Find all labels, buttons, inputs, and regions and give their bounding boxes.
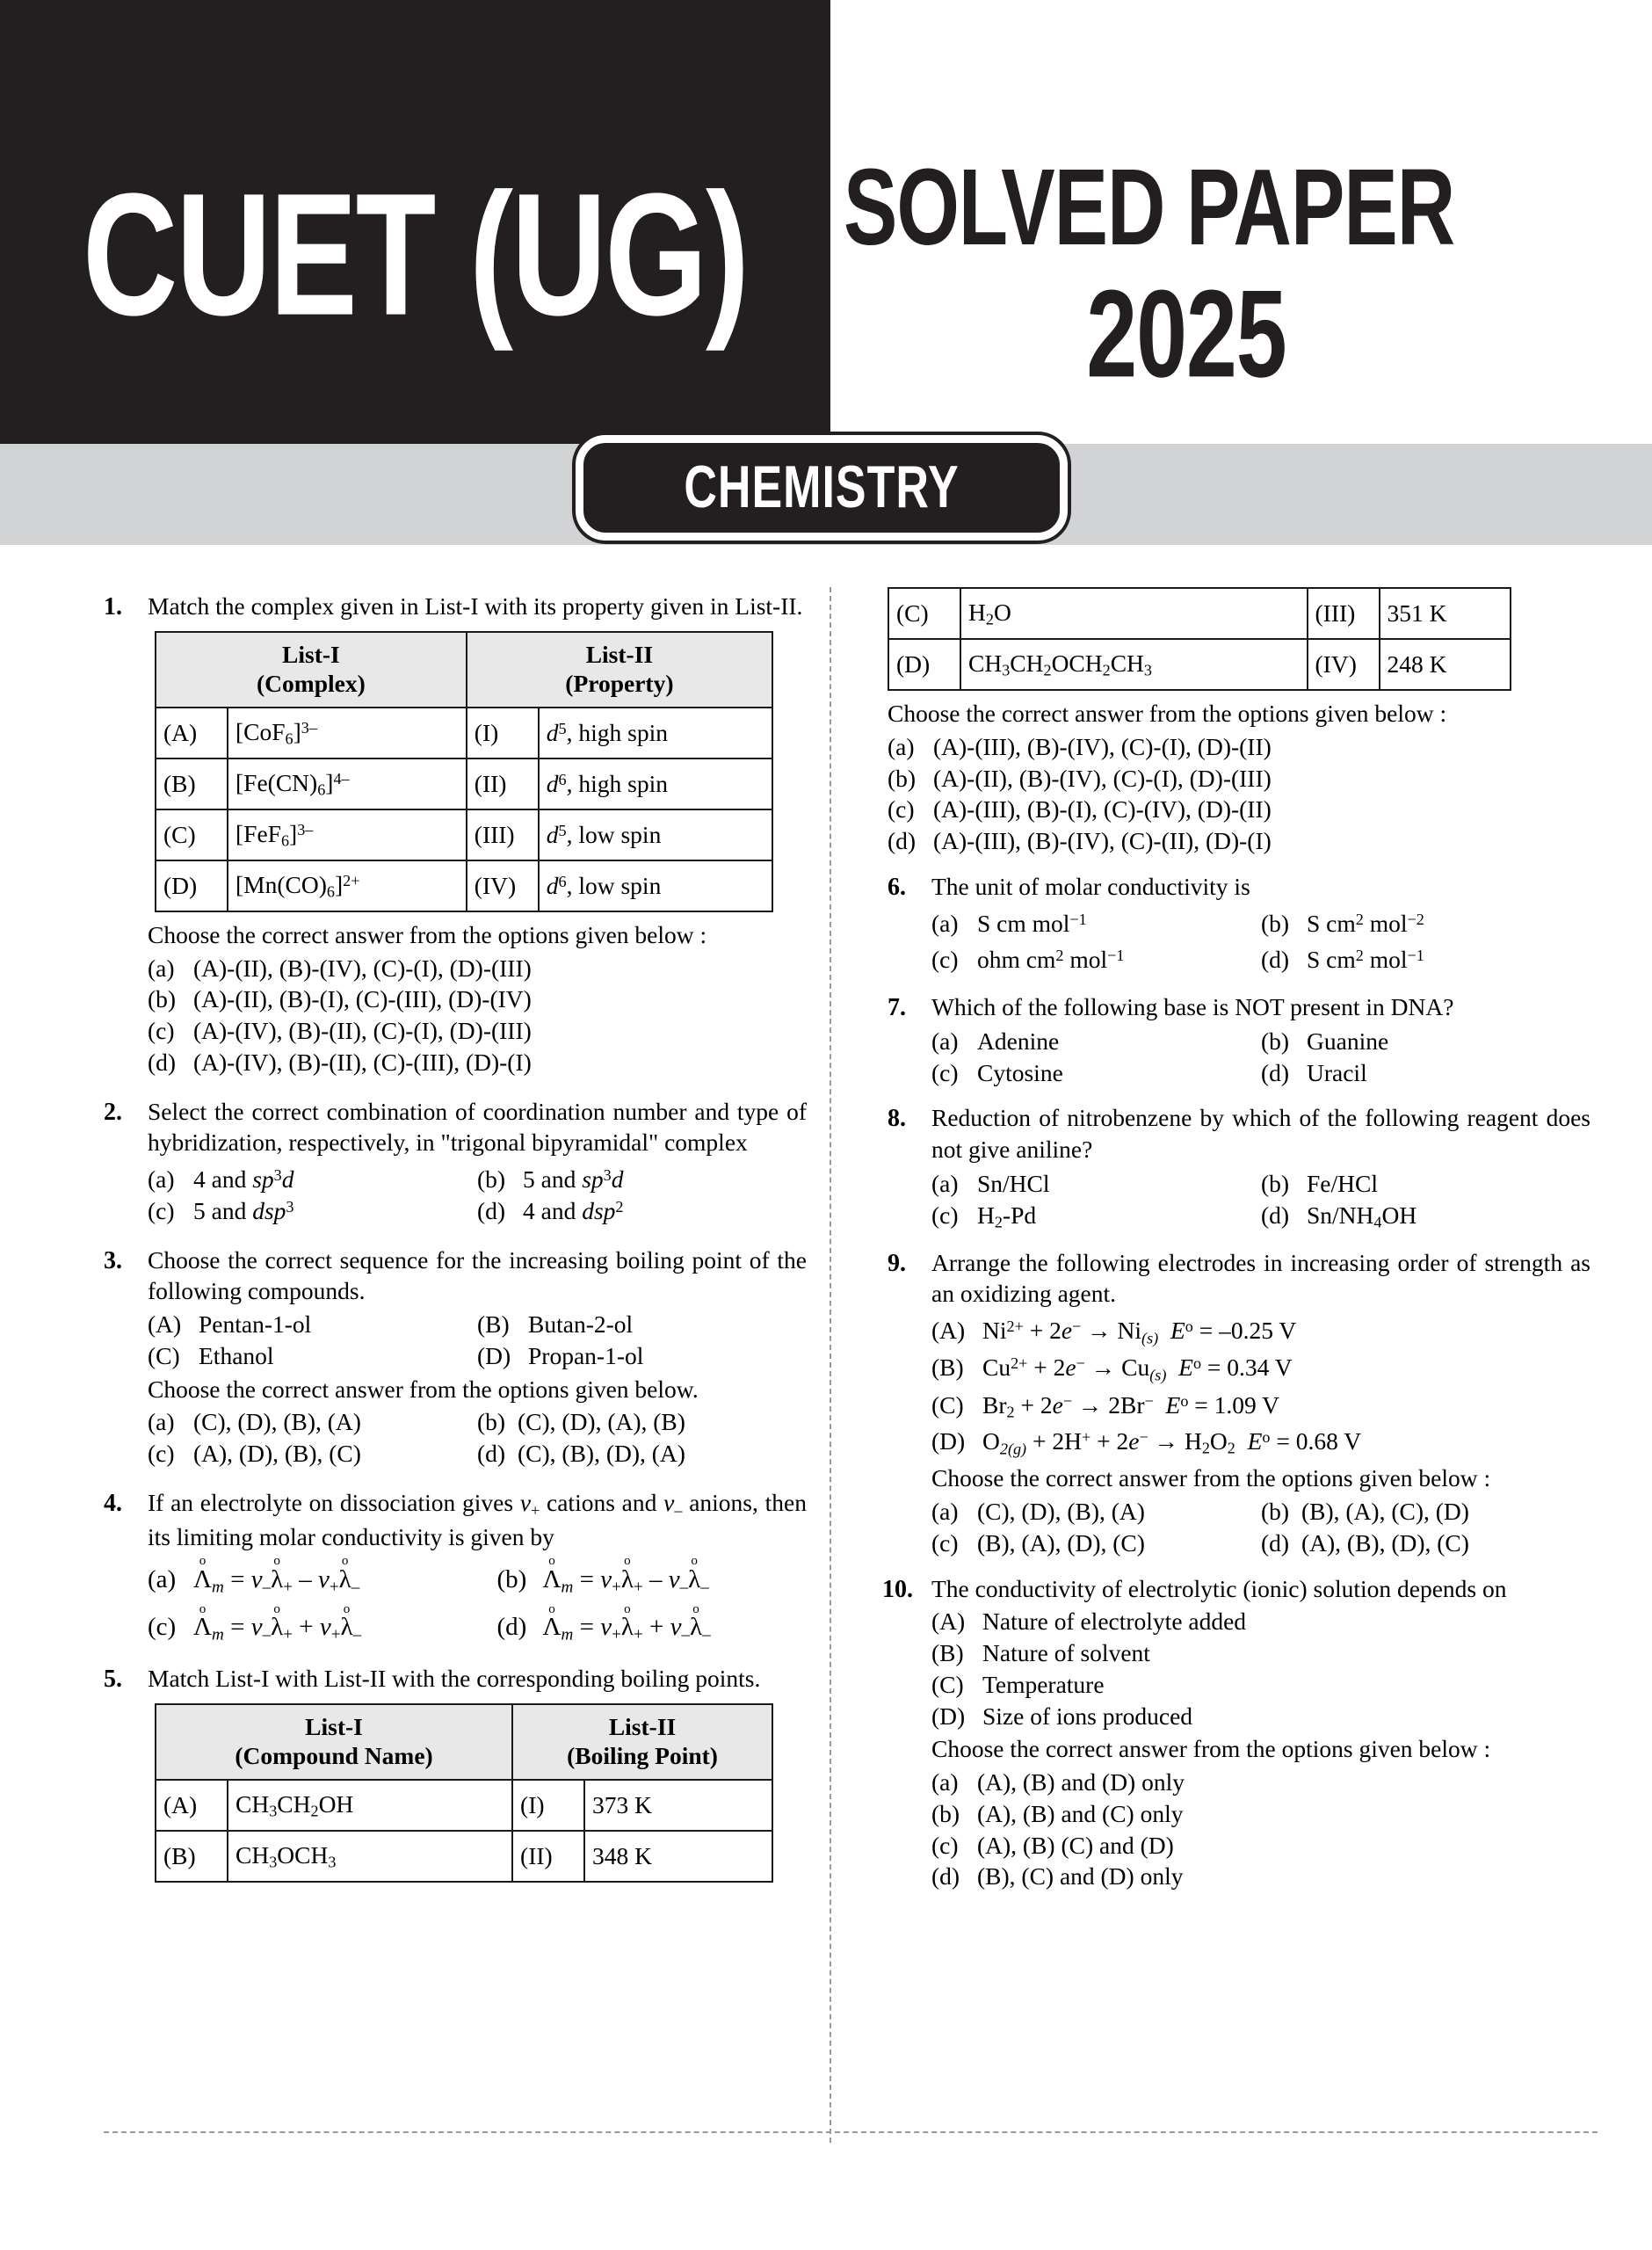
option[interactable] <box>888 825 1590 857</box>
option-label: (c) <box>931 1528 959 1557</box>
table-head-list-ii <box>512 1704 772 1780</box>
statements-q10 <box>931 1606 1590 1731</box>
statement-label: (A) <box>148 1310 182 1339</box>
option-text: (C), (D), (A), (B) <box>518 1408 685 1436</box>
option-label: (c) <box>148 1613 177 1642</box>
statement-label: (A) <box>931 1317 966 1345</box>
statement-label: (C) <box>931 1390 964 1419</box>
row-value-left: $H_2O$ <box>960 588 1308 639</box>
match-table-q1 <box>155 631 773 912</box>
options-q4 <box>148 1554 807 1647</box>
option[interactable] <box>496 1601 808 1647</box>
row-key-right: (I) <box>467 708 539 758</box>
statement <box>931 1388 1590 1424</box>
option-label: (a) <box>931 1027 959 1055</box>
statements-q3 <box>148 1309 807 1372</box>
row-value-right: 351 K <box>1380 588 1511 639</box>
table-row <box>156 1831 772 1882</box>
option[interactable] <box>148 1015 807 1047</box>
question-text: Select the correct combination of coordination number and type of hybridization, respectively, in "trigonal bipyramidal" complex <box>148 1097 807 1157</box>
option-text: (A)-(II), (B)-(I), (C)-(III), (D)-(IV) <box>193 985 532 1013</box>
option[interactable] <box>931 1057 1261 1089</box>
option-label: (a) <box>931 1498 959 1526</box>
row-value-right: $d^5$, low spin <box>539 809 772 860</box>
statement <box>931 1313 1590 1350</box>
option[interactable] <box>148 1195 477 1227</box>
option-label: (d) <box>1261 1528 1290 1557</box>
row-key-left: (A) <box>156 1780 228 1831</box>
statement-label: (B) <box>477 1310 510 1339</box>
row-key-right: (IV) <box>1308 639 1380 690</box>
option-label: (d) <box>1261 1201 1290 1229</box>
row-key-left: (A) <box>156 708 228 758</box>
option-text: (A)-(III), (B)-(IV), (C)-(II), (D)-(I) <box>933 827 1272 854</box>
option-text: $Sn/NH_4OH$ <box>1307 1201 1417 1231</box>
option-label: (d) <box>148 1048 177 1076</box>
statement <box>931 1424 1590 1461</box>
row-key-left: (B) <box>156 758 228 809</box>
option-text: ohm $cm^2$ mol$^{-1}$ <box>977 945 1125 973</box>
options-q2 <box>148 1164 807 1227</box>
statement-text: Butan-2-ol <box>528 1310 634 1339</box>
question-8 <box>888 1102 1590 1232</box>
row-value-right: $d^5$, high spin <box>539 708 772 758</box>
row-value-right: 348 K <box>584 1831 772 1882</box>
statement-label: (C) <box>931 1670 964 1698</box>
question-number: 7. <box>888 994 906 1021</box>
option-text: (A), (B) and (C) only <box>977 1799 1184 1827</box>
row-key-right: (III) <box>467 809 539 860</box>
option-text: (A)-(II), (B)-(IV), (C)-(I), (D)-(III) <box>193 954 532 982</box>
option-label: (c) <box>888 795 915 824</box>
head-line-2: (Property) <box>565 670 674 698</box>
table-row <box>156 860 772 911</box>
option-label: (b) <box>496 1564 527 1593</box>
question-text: Arrange the following electrodes in increasing order of strength as an oxidizing agent. <box>931 1248 1590 1308</box>
solved-paper-label: SOLVED PAPER <box>844 148 1455 268</box>
head-line-1: List-II <box>608 1712 677 1740</box>
options-q3 <box>148 1406 807 1470</box>
option[interactable] <box>477 1438 807 1470</box>
option[interactable] <box>931 1168 1261 1200</box>
subject-badge <box>576 435 1068 541</box>
question-text: The unit of molar conductivity is <box>931 872 1250 900</box>
row-key-left: (B) <box>156 1831 228 1882</box>
option-label: (b) <box>1261 909 1290 937</box>
option[interactable] <box>1261 1057 1590 1089</box>
option-text: (A)-(II), (B)-(IV), (C)-(I), (D)-(III) <box>933 764 1272 792</box>
option[interactable] <box>477 1164 807 1195</box>
question-text: Choose the correct sequence for the increasing boiling point of the following compounds. <box>148 1245 807 1305</box>
options-q6 <box>931 905 1590 978</box>
table-row <box>888 639 1511 690</box>
question-text: Which of the following base is NOT present in DNA? <box>931 993 1454 1020</box>
option-text: (B), (A), (C), (D) <box>1301 1498 1469 1526</box>
option[interactable] <box>1261 1528 1590 1559</box>
option-label: (c) <box>931 1831 959 1859</box>
table-head-list-ii <box>467 632 772 708</box>
option[interactable] <box>931 1026 1261 1057</box>
question-number: 2. <box>104 1098 122 1126</box>
option-label: (d) <box>931 1862 960 1891</box>
exam-title: CUET (UG) <box>83 156 748 352</box>
option-label: (c) <box>931 1058 959 1086</box>
statement <box>931 1606 1590 1637</box>
option[interactable] <box>931 1528 1261 1559</box>
option-label: (d) <box>1261 1058 1290 1086</box>
question-4 <box>104 1487 807 1647</box>
head-line-1: List-I <box>282 640 340 668</box>
option[interactable] <box>148 1438 477 1470</box>
question-number: 6. <box>888 873 906 901</box>
page-header <box>0 0 1652 444</box>
choose-lead: Choose the correct answer from the options given below. <box>148 1375 699 1403</box>
choose-lead: Choose the correct answer from the options given below : <box>148 920 707 948</box>
option-label: (b) <box>888 764 917 792</box>
question-1 <box>104 591 807 1078</box>
statement-text: $Br_2 + 2e^- \to 2Br^-$ $E^o = 1.09$ V <box>982 1390 1280 1421</box>
option-text: (C), (D), (B), (A) <box>977 1498 1145 1526</box>
statement <box>931 1701 1590 1732</box>
page-break-rule <box>104 2131 1598 2133</box>
head-line-1: List-II <box>585 640 654 668</box>
option-label: (a) <box>148 1408 175 1436</box>
option[interactable] <box>148 953 807 984</box>
right-column <box>882 591 1590 1905</box>
choose-lead: Choose the correct answer from the options given below : <box>888 700 1447 727</box>
option-label: (a) <box>148 1564 177 1593</box>
row-value-left: $CH_3OCH_3$ <box>228 1831 512 1882</box>
question-5 <box>104 1663 807 1890</box>
option[interactable] <box>477 1406 807 1438</box>
statement-label: (C) <box>148 1341 180 1369</box>
option[interactable] <box>931 1767 1590 1798</box>
statement-label: (B) <box>931 1639 964 1667</box>
question-7 <box>888 991 1590 1088</box>
option-label: (d) <box>477 1196 506 1224</box>
option-text: o Λm = v+ o λ+ + v– o λ– <box>542 1601 711 1644</box>
statement-text: Ethanol <box>199 1341 274 1369</box>
statement-text: Nature of solvent <box>982 1639 1150 1667</box>
option-label: (c) <box>148 1440 175 1468</box>
question-9 <box>888 1247 1590 1559</box>
option-label: (a) <box>148 1165 175 1194</box>
question-6 <box>888 871 1590 977</box>
subject-badge-label: CHEMISTRY <box>684 454 960 521</box>
option-text: (B), (A), (D), (C) <box>977 1528 1145 1557</box>
row-value-left: $[Fe(CN)_6]^{4-}$ <box>228 758 467 809</box>
option-label: (d) <box>1261 945 1290 973</box>
option-label: (a) <box>931 1169 959 1197</box>
option-label: (c) <box>931 945 959 973</box>
option-label: (d) <box>477 1440 506 1468</box>
option[interactable] <box>931 905 1261 941</box>
table-row <box>156 809 772 860</box>
option-text: o Λm = v– o λ+ + v+ o λ– <box>193 1601 362 1644</box>
option-text: (C), (D), (B), (A) <box>193 1408 361 1436</box>
head-line-2: (Complex) <box>257 670 366 698</box>
statement <box>148 1309 477 1340</box>
question-number: 1. <box>104 593 122 621</box>
option-text: S $cm^2$ mol$^{-2}$ <box>1307 909 1424 937</box>
row-value-right: 248 K <box>1380 639 1511 690</box>
paper-year: 2025 <box>1086 265 1286 404</box>
option[interactable] <box>1261 1026 1590 1057</box>
option[interactable] <box>148 1406 477 1438</box>
row-value-right: $d^6$, high spin <box>539 758 772 809</box>
option-text: $H_2-Pd$ <box>977 1201 1037 1231</box>
statement-label: (D) <box>931 1702 966 1730</box>
option-label: (c) <box>931 1201 959 1229</box>
question-2 <box>104 1096 807 1227</box>
option-text: (A), (D), (B), (C) <box>193 1440 361 1468</box>
option-text: (A), (B) and (D) only <box>977 1768 1185 1796</box>
option[interactable] <box>931 1200 1261 1233</box>
option-text: 4 and dsp$^2$ <box>523 1196 624 1224</box>
row-value-left: $CH_3CH_2OH$ <box>228 1780 512 1831</box>
option-label: (b) <box>1261 1169 1290 1197</box>
statements-q9 <box>931 1313 1590 1461</box>
statement-text: Temperature <box>982 1670 1105 1698</box>
option-text: Uracil <box>1307 1058 1367 1086</box>
option-label: (a) <box>888 732 915 760</box>
option[interactable] <box>496 1554 808 1600</box>
option-text: (A)-(III), (B)-(I), (C)-(IV), (D)-(II) <box>933 795 1272 824</box>
option-label: (a) <box>931 909 959 937</box>
option[interactable] <box>148 983 807 1015</box>
table-head-list-i <box>156 1704 512 1780</box>
question-text: The conductivity of electrolytic (ionic) solution depends on <box>931 1574 1507 1602</box>
options-q7 <box>931 1026 1590 1089</box>
option[interactable] <box>477 1195 807 1227</box>
option-label: (a) <box>931 1768 959 1796</box>
table-row <box>156 1780 772 1831</box>
option-label: (c) <box>148 1017 175 1045</box>
row-key-right: (II) <box>467 758 539 809</box>
statement <box>931 1669 1590 1701</box>
option[interactable] <box>1261 1168 1590 1200</box>
option-label: (d) <box>888 827 917 854</box>
row-key-right: (III) <box>1308 588 1380 639</box>
option-label: (b) <box>477 1165 506 1194</box>
option-text: Sn/HCl <box>977 1169 1050 1197</box>
row-value-left: $[CoF_6]^{3-}$ <box>228 708 467 758</box>
option-label: (b) <box>477 1408 506 1436</box>
question-number: 5. <box>104 1665 122 1693</box>
table-row <box>156 758 772 809</box>
match-table-q5-continued <box>888 587 1511 691</box>
option-label: (b) <box>1261 1498 1290 1526</box>
statement-text: $Ni^{2+} + 2e^- \to Ni(s) E^o = -0.25$ V <box>982 1317 1297 1347</box>
option[interactable] <box>931 1830 1590 1862</box>
option[interactable] <box>888 794 1590 825</box>
question-number: 9. <box>888 1249 906 1277</box>
statement-label: (A) <box>931 1608 966 1636</box>
option-text: S cm mol$^{-1}$ <box>977 909 1087 937</box>
row-key-left: (C) <box>156 809 228 860</box>
option-text: (A)-(IV), (B)-(II), (C)-(I), (D)-(III) <box>193 1017 532 1045</box>
question-number: 10. <box>882 1575 913 1603</box>
statement-text: $O2(g) + 2H^+ + 2e^- \to H_2O_2$ $E^o = 0.68$ V <box>982 1427 1362 1458</box>
statement-label: (D) <box>931 1427 966 1455</box>
row-value-left: $CH_3CH_2OCH_2CH_3$ <box>960 639 1308 690</box>
option-text: (A), (B) (C) and (D) <box>977 1831 1174 1859</box>
statement <box>148 1340 477 1372</box>
option-text: (B), (C) and (D) only <box>977 1862 1184 1891</box>
statement <box>931 1350 1590 1387</box>
question-number: 8. <box>888 1105 906 1133</box>
option-text: 4 and $sp^3d$ <box>193 1165 294 1194</box>
option-label: (b) <box>148 985 177 1013</box>
question-number: 4. <box>104 1489 122 1517</box>
options-q5 <box>888 731 1590 857</box>
head-line-1: List-I <box>305 1712 363 1740</box>
option-label: (d) <box>496 1613 527 1642</box>
table-head-list-i <box>156 632 467 708</box>
row-key-left: (C) <box>888 588 960 639</box>
choose-lead: Choose the correct answer from the options given below : <box>931 1464 1491 1492</box>
option[interactable] <box>148 1601 497 1647</box>
option[interactable] <box>148 1164 477 1195</box>
options-q10 <box>931 1767 1590 1892</box>
option-label: (b) <box>931 1799 960 1827</box>
option-text: 5 and dsp$^3$ <box>193 1196 294 1224</box>
choose-lead: Choose the correct answer from the options given below : <box>931 1735 1491 1763</box>
statement-text: Pentan-1-ol <box>199 1310 312 1339</box>
option[interactable] <box>888 763 1590 795</box>
question-3 <box>104 1245 807 1470</box>
option-text: (A)-(III), (B)-(IV), (C)-(I), (D)-(II) <box>933 732 1272 760</box>
option-text: o Λm = v– o λ+ – v+ o λ– <box>193 1554 360 1597</box>
option[interactable] <box>931 1496 1261 1528</box>
option[interactable] <box>1261 1200 1590 1233</box>
statement-label: (B) <box>931 1354 964 1382</box>
head-line-2: (Compound Name) <box>235 1742 433 1770</box>
question-number: 3. <box>104 1246 122 1274</box>
option[interactable] <box>148 1047 807 1078</box>
column-divider <box>830 587 831 2143</box>
options-q1 <box>148 953 807 1078</box>
option-text: Adenine <box>977 1027 1060 1055</box>
option-text: (A)-(IV), (B)-(II), (C)-(III), (D)-(I) <box>193 1048 532 1076</box>
row-value-left: $[Mn(CO)_6]^{2+}$ <box>228 860 467 911</box>
statement-text: Propan-1-ol <box>528 1341 644 1369</box>
option-text: Guanine <box>1307 1027 1389 1055</box>
row-key-left: (D) <box>888 639 960 690</box>
table-row <box>156 708 772 758</box>
row-value-left: $[FeF_6]^{3-}$ <box>228 809 467 860</box>
option[interactable] <box>888 731 1590 763</box>
option[interactable] <box>931 1861 1590 1892</box>
option-text: 5 and $sp^3d$ <box>523 1165 624 1194</box>
question-10 <box>882 1573 1590 1893</box>
row-value-right: $d^6$, low spin <box>539 860 772 911</box>
statement-text: $Cu^{2+} + 2e^- \to Cu(s) E^o = 0.34$ V <box>982 1354 1293 1384</box>
question-text: Reduction of nitrobenzene by which of the following reagent does not give aniline? <box>931 1104 1590 1163</box>
option-text: (A), (B), (D), (C) <box>1301 1528 1469 1557</box>
option[interactable] <box>1261 905 1590 941</box>
option-label: (b) <box>1261 1027 1290 1055</box>
option[interactable] <box>931 941 1261 977</box>
statement <box>931 1637 1590 1669</box>
table-row <box>888 588 1511 639</box>
options-q9 <box>931 1496 1590 1559</box>
row-key-right: (I) <box>512 1780 584 1831</box>
question-text: If an electrolyte on dissociation gives v+ cations and v– anions, then its limiting molar conductivity is given by <box>148 1488 807 1550</box>
statement-label: (D) <box>477 1341 511 1369</box>
option[interactable] <box>931 1798 1590 1830</box>
option-text: (C), (B), (D), (A) <box>518 1440 685 1468</box>
option-label: (c) <box>148 1196 175 1224</box>
options-q8 <box>931 1168 1590 1233</box>
statement <box>477 1309 807 1340</box>
option[interactable] <box>1261 1496 1590 1528</box>
option[interactable] <box>148 1554 497 1600</box>
option-text: Cytosine <box>977 1058 1063 1086</box>
row-value-right: 373 K <box>584 1780 772 1831</box>
match-table-q5 <box>155 1703 773 1883</box>
option-text: S $cm^2$ mol$^{-1}$ <box>1307 945 1424 973</box>
option-text: o Λm = v+ o λ+ – v– o λ– <box>542 1554 709 1597</box>
question-text: Match the complex given in List-I with its property given in List-II. <box>148 592 803 620</box>
option-text: Fe/HCl <box>1307 1169 1378 1197</box>
statement-text: Size of ions produced <box>982 1702 1193 1730</box>
row-key-right: (II) <box>512 1831 584 1882</box>
option[interactable] <box>1261 941 1590 977</box>
left-column <box>104 591 807 1902</box>
row-key-left: (D) <box>156 860 228 911</box>
statement <box>477 1340 807 1372</box>
question-text: Match List-I with List-II with the corresponding boiling points. <box>148 1664 761 1692</box>
option-label: (a) <box>148 954 175 982</box>
statement-text: Nature of electrolyte added <box>982 1608 1247 1636</box>
head-line-2: (Boiling Point) <box>567 1742 718 1770</box>
row-key-right: (IV) <box>467 860 539 911</box>
